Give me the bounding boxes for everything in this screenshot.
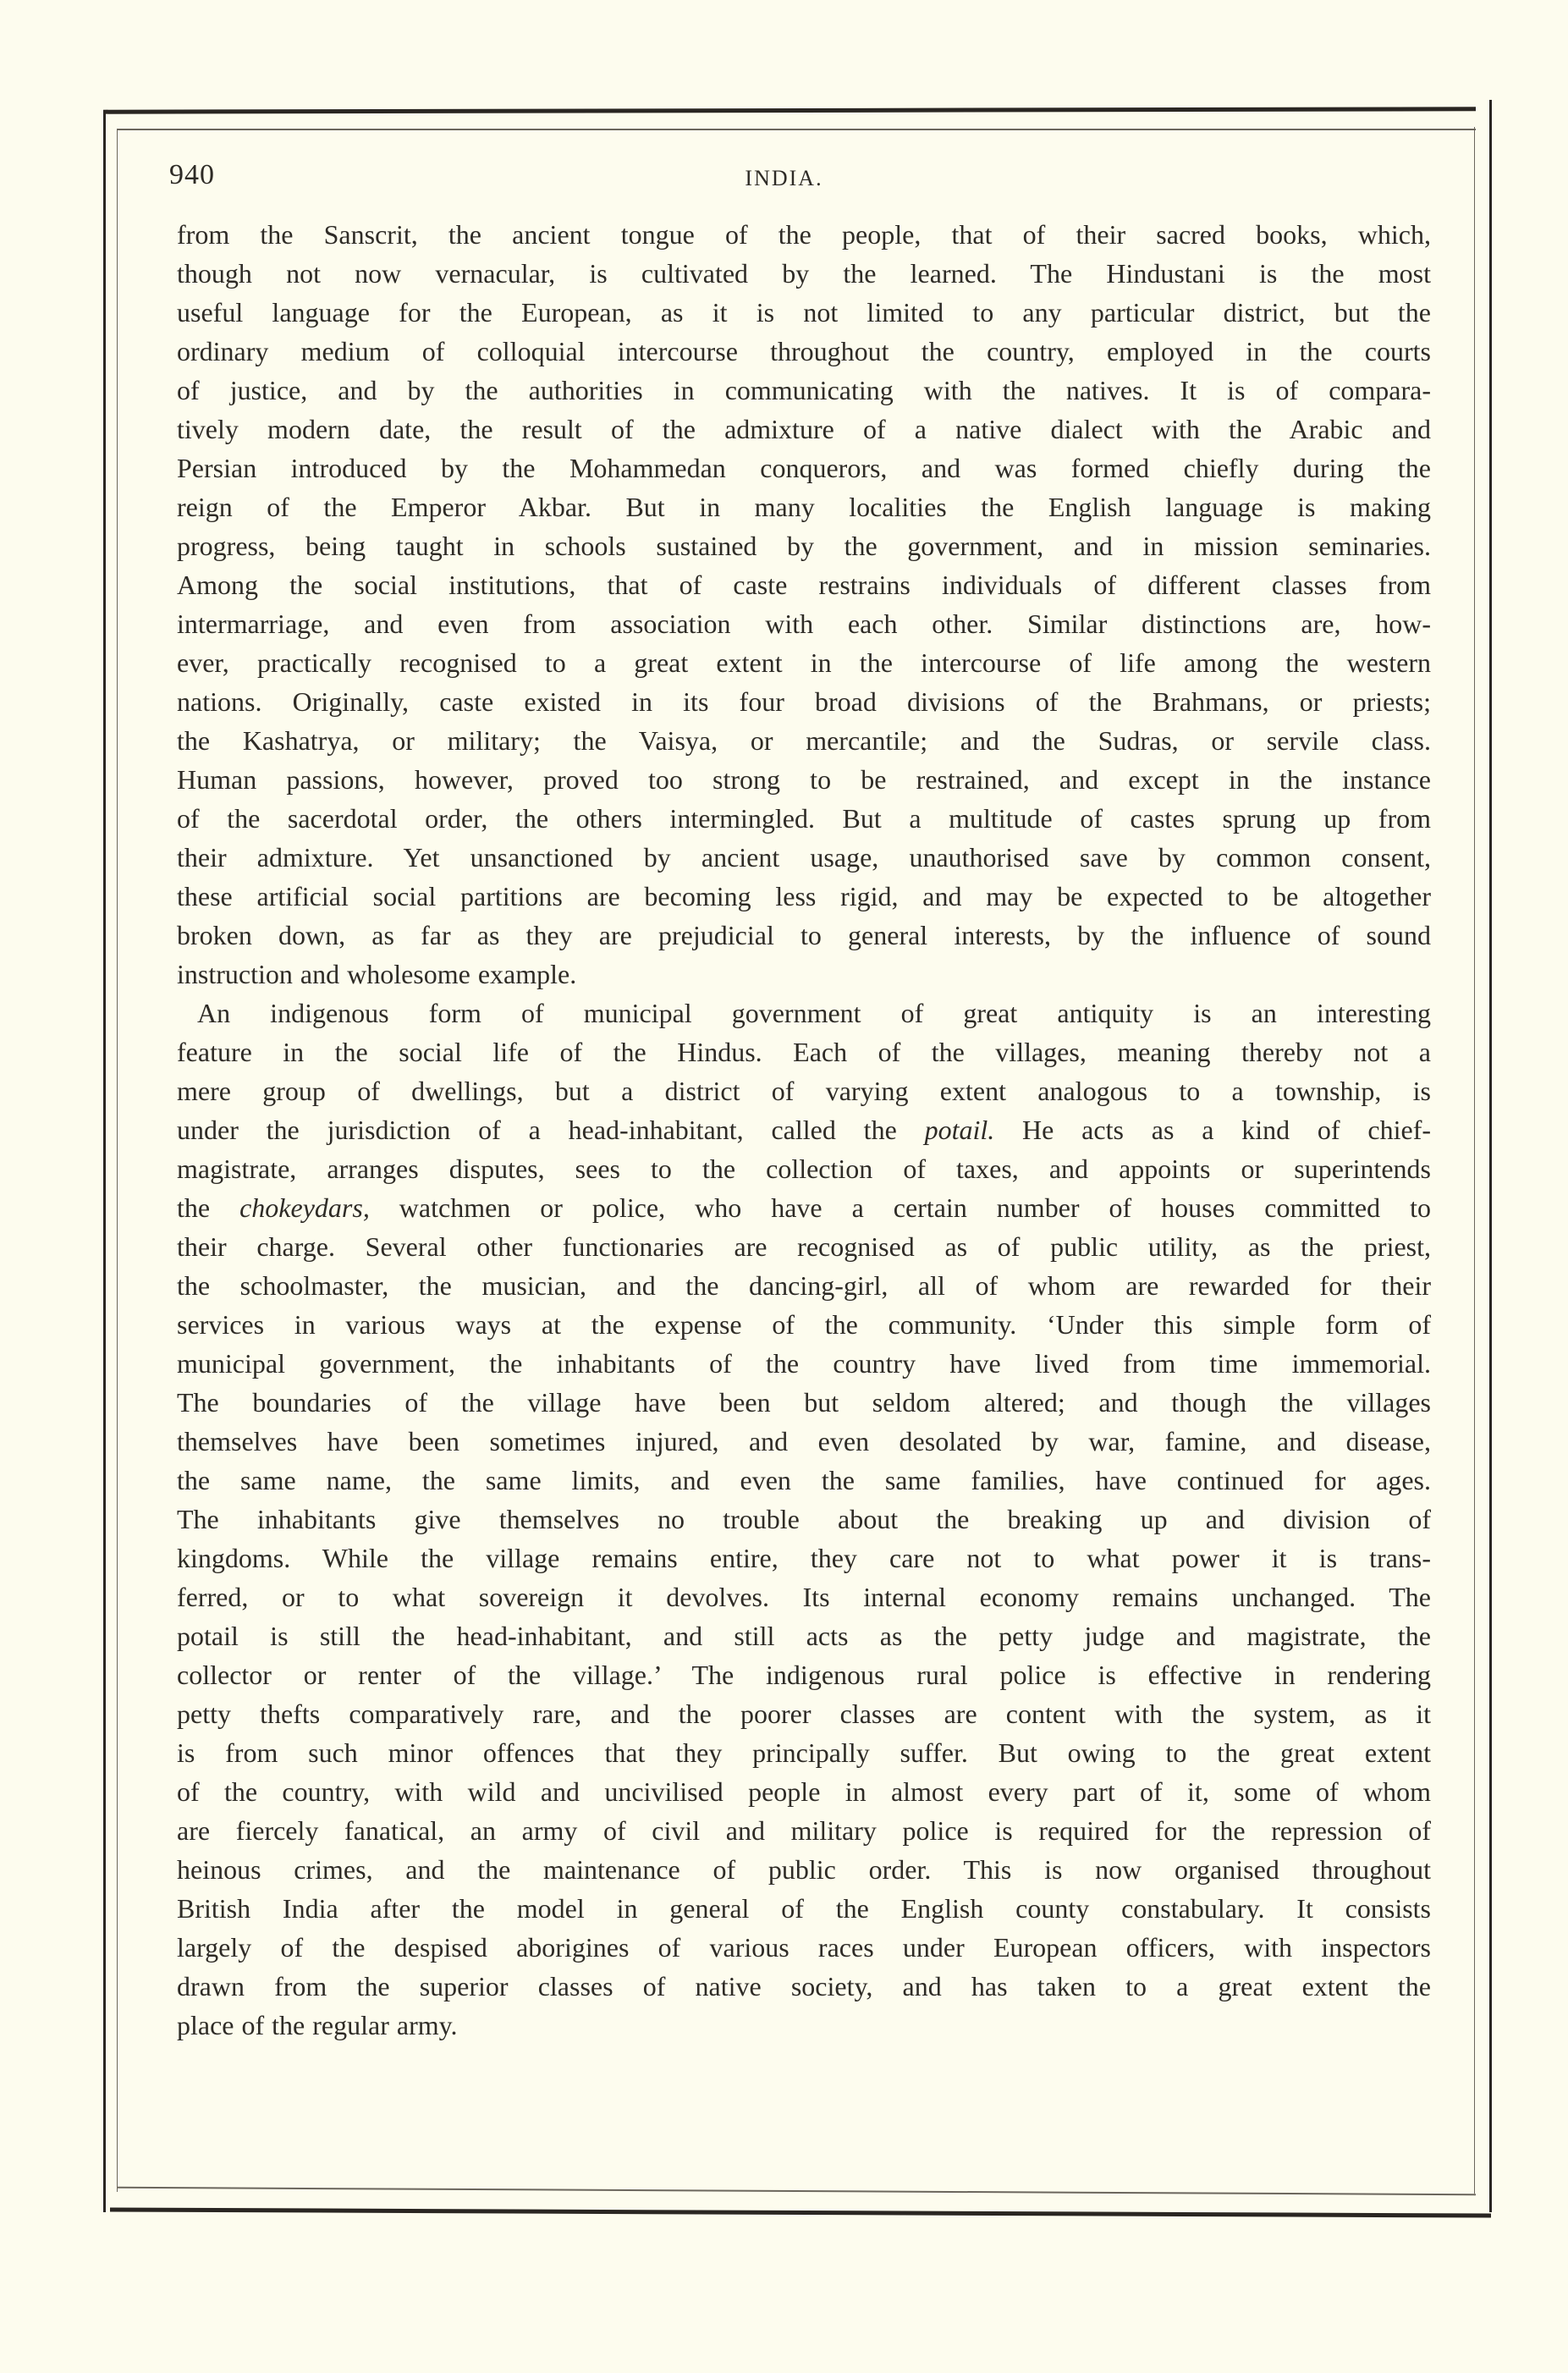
text-line: [177, 760, 1431, 799]
page-number: 940: [169, 159, 215, 190]
text-line: [177, 1733, 1431, 1772]
text-segment: instruction and wholesome example.: [177, 959, 577, 989]
text-line: [177, 1422, 1431, 1461]
text-segment: the same name, the same limits, and even the same families, have continued for ages.: [177, 1465, 1431, 1495]
left-border-rule: [103, 110, 106, 2212]
text-line: [177, 254, 1431, 293]
text-segment: The inhabitants give themselves no trouble about the breaking up and division of: [177, 1504, 1431, 1534]
text-line: [177, 1811, 1431, 1850]
text-line: [177, 1383, 1431, 1422]
text-segment: the schoolmaster, the musician, and the dancing-girl, all of whom are rewarded for their: [177, 1270, 1431, 1301]
text-line: [177, 1461, 1431, 1500]
text-line: [177, 1149, 1431, 1188]
bottom-inner-rule: [117, 2187, 1476, 2195]
text-line: [177, 293, 1431, 332]
text-segment: from the Sanscrit, the ancient tongue of the people, that of their sacred books, which,: [177, 219, 1431, 250]
text-line: [177, 1655, 1431, 1694]
text-segment: nations. Originally, caste existed in its four broad divisions of the Brahmans, or priests;: [177, 686, 1431, 717]
text-segment: mere group of dwellings, but a district of varying extent analogous to a township, is: [177, 1076, 1431, 1106]
text-segment: He acts as a kind of chief-: [994, 1115, 1432, 1145]
text-segment: The boundaries of the village have been but seldom altered; and though the villages: [177, 1387, 1431, 1418]
text-line: [177, 877, 1431, 916]
text-line: [177, 487, 1431, 526]
text-line: [177, 1539, 1431, 1577]
text-segment: of the sacerdotal order, the others intermingled. But a multitude of castes sprung up from: [177, 803, 1431, 834]
top-border-rule: [103, 107, 1476, 113]
text-segment: ferred, or to what sovereign it devolves. Its internal economy remains unchanged. The: [177, 1582, 1431, 1612]
text-line: [177, 1344, 1431, 1383]
text-segment: An indigenous form of municipal government of great antiquity is an interesting: [197, 998, 1431, 1028]
body-text: [177, 215, 1431, 2045]
text-segment: municipal government, the inhabitants of the country have lived from time immemorial.: [177, 1348, 1431, 1379]
text-line: [177, 1967, 1431, 2006]
text-line: [177, 449, 1431, 487]
text-line: [177, 371, 1431, 410]
text-segment: potail is still the head-inhabitant, and still acts as the petty judge and magistrate, the: [177, 1621, 1431, 1651]
text-segment: their charge. Several other functionaries are recognised as of public utility, as the priest,: [177, 1231, 1431, 1262]
text-segment: these artificial social partitions are becoming less rigid, and may be expected to be altogether: [177, 881, 1431, 911]
text-segment: Persian introduced by the Mohammedan conquerors, and was formed chiefly during the: [177, 453, 1431, 483]
text-line: [177, 682, 1431, 721]
text-segment: of justice, and by the authorities in communicating with the natives. It is of compara-: [177, 375, 1431, 405]
top-inner-rule: [117, 129, 1476, 130]
text-line: [177, 1032, 1431, 1071]
text-segment: progress, being taught in schools sustained by the government, and in mission seminaries.: [177, 531, 1431, 561]
text-line: [177, 1850, 1431, 1889]
text-segment: British India after the model in general of the English county constabulary. It consists: [177, 1893, 1431, 1924]
text-segment: drawn from the superior classes of native society, and has taken to a great extent the: [177, 1971, 1431, 2001]
text-line: [177, 1928, 1431, 1967]
text-line: [177, 1071, 1431, 1110]
text-line: [177, 604, 1431, 643]
text-line: [177, 410, 1431, 449]
text-segment: services in various ways at the expense of the community. ‘Under this simple form of: [177, 1309, 1431, 1340]
right-border-rule: [1489, 100, 1492, 2212]
left-inner-rule: [117, 129, 118, 2192]
text-segment: feature in the social life of the Hindus. Each of the villages, meaning thereby not a: [177, 1037, 1431, 1067]
italic-term: potail.: [924, 1115, 995, 1145]
text-segment: tively modern date, the result of the admixture of a native dialect with the Arabic and: [177, 414, 1431, 444]
text-segment: place of the regular army.: [177, 2010, 458, 2040]
text-line: [177, 1305, 1431, 1344]
text-segment: the Kashatrya, or military; the Vaisya, or mercantile; and the Sudras, or servile class.: [177, 725, 1431, 756]
text-segment: under the jurisdiction of a head-inhabitant, called the: [177, 1115, 925, 1145]
text-segment: is from such minor offences that they principally suffer. But owing to the great extent: [177, 1737, 1431, 1768]
text-line: [177, 1577, 1431, 1616]
text-segment: petty thefts comparatively rare, and the poorer classes are content with the system, as it: [177, 1699, 1431, 1729]
text-segment: ordinary medium of colloquial intercourse throughout the country, employed in the courts: [177, 336, 1431, 366]
text-line: [177, 955, 1431, 994]
text-line: [177, 838, 1431, 877]
text-line: [177, 1500, 1431, 1539]
text-segment: Among the social institutions, that of caste restrains individuals of different classes from: [177, 570, 1431, 600]
text-segment: reign of the Emperor Akbar. But in many localities the English language is making: [177, 492, 1431, 522]
running-title: INDIA.: [745, 166, 823, 190]
text-segment: the: [177, 1192, 240, 1223]
text-segment: ever, practically recognised to a great extent in the intercourse of life among the western: [177, 647, 1431, 678]
text-line: [177, 1616, 1431, 1655]
text-segment: their admixture. Yet unsanctioned by ancient usage, unauthorised save by common consent,: [177, 842, 1431, 873]
text-line: [177, 994, 1431, 1032]
text-line: [177, 721, 1431, 760]
text-segment: of the country, with wild and uncivilised people in almost every part of it, some of whom: [177, 1776, 1431, 1807]
text-line: [177, 916, 1431, 955]
text-line: [177, 526, 1431, 565]
text-segment: themselves have been sometimes injured, and even desolated by war, famine, and disease,: [177, 1426, 1431, 1456]
text-segment: heinous crimes, and the maintenance of public order. This is now organised throughout: [177, 1854, 1431, 1885]
text-segment: intermarriage, and even from association with each other. Similar distinctions are, how-: [177, 608, 1431, 639]
text-line: [177, 215, 1431, 254]
text-line: [177, 1266, 1431, 1305]
text-line: [177, 332, 1431, 371]
text-segment: kingdoms. While the village remains entire, they care not to what power it is trans-: [177, 1543, 1431, 1573]
text-segment: magistrate, arranges disputes, sees to the collection of taxes, and appoints or superintends: [177, 1153, 1431, 1184]
text-line: [177, 565, 1431, 604]
right-inner-rule: [1474, 127, 1475, 2194]
text-segment: are fiercely fanatical, an army of civil and military police is required for the repression of: [177, 1815, 1431, 1846]
italic-term: chokeydars,: [239, 1192, 370, 1223]
text-segment: though not now vernacular, is cultivated by the learned. The Hindustani is the most: [177, 258, 1431, 289]
text-segment: largely of the despised aborigines of various races under European officers, with inspectors: [177, 1932, 1431, 1963]
text-line: [177, 643, 1431, 682]
text-line: [177, 1110, 1431, 1149]
text-segment: Human passions, however, proved too strong to be restrained, and except in the instance: [177, 764, 1431, 795]
text-line: [177, 1188, 1431, 1227]
text-segment: broken down, as far as they are prejudicial to general interests, by the influence of sound: [177, 920, 1431, 950]
bottom-border-rule: [110, 2207, 1491, 2217]
text-line: [177, 1227, 1431, 1266]
text-line: [177, 1889, 1431, 1928]
text-line: [177, 2006, 1431, 2045]
text-segment: watchmen or police, who have a certain number of houses committed to: [369, 1192, 1432, 1223]
text-line: [177, 799, 1431, 838]
text-line: [177, 1694, 1431, 1733]
text-segment: collector or renter of the village.’ The indigenous rural police is effective in rendering: [177, 1660, 1431, 1690]
text-line: [177, 1772, 1431, 1811]
text-segment: useful language for the European, as it is not limited to any particular district, but the: [177, 297, 1431, 328]
